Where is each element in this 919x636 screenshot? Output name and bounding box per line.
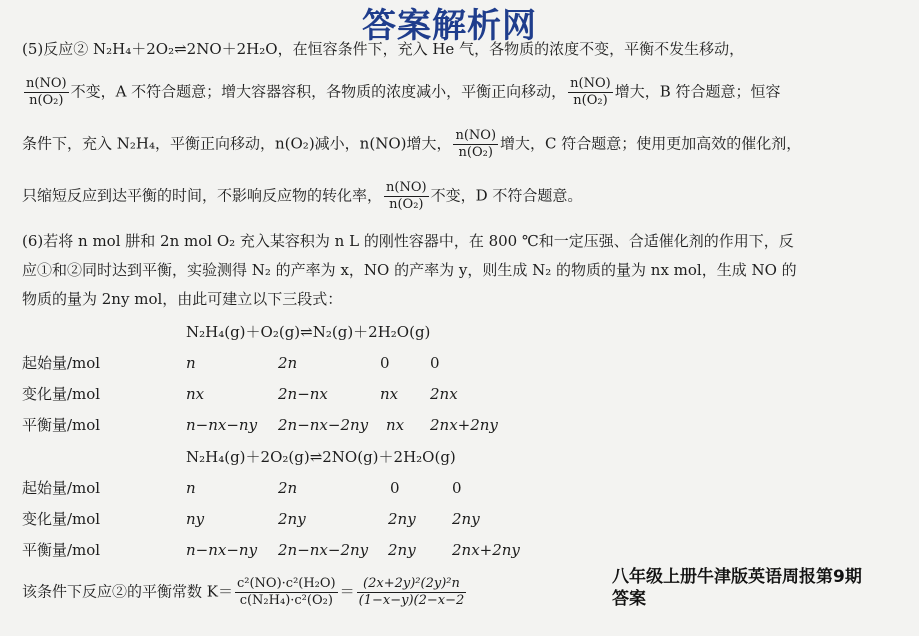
table1-row-equilibrium-label: 平衡量/mol xyxy=(22,416,101,434)
table1-cell: 2n−nx xyxy=(278,385,328,403)
table2-cell: ny xyxy=(186,510,205,528)
table1-cell: n−nx−ny xyxy=(186,416,258,434)
para5-line1: (5)反应② N₂H₄＋2O₂⇌2NO＋2H₂O，在恒容条件下，充入 He 气，各物质的浓度不变，平衡不发生移动， xyxy=(22,40,745,58)
para6-line3: 物质的量为 2ny mol，由此可建立以下三段式： xyxy=(22,290,343,308)
fraction-no-o2: $\frac{n(NO)}{\text{n(O₂)}}$ xyxy=(26,76,67,108)
table1-cell: 2nx+2ny xyxy=(430,416,498,434)
fraction-no-o2: $\frac{n(NO)}{\text{n(O₂)}}$ xyxy=(386,180,427,212)
fraction-expression: $\frac{\text{(2x+2y)²(2y)²n}}{(1-x-y)(2-x-2}$ xyxy=(358,576,465,608)
table2-cell: 2n−nx−2ny xyxy=(278,541,369,559)
table2-cell: 2nx+2ny xyxy=(452,541,520,559)
table2-cell: 2ny xyxy=(388,510,416,528)
table1-row-start-label: 起始量/mol xyxy=(22,354,101,372)
table1-cell: nx xyxy=(380,385,399,403)
table2-cell: 2ny xyxy=(388,541,416,559)
para5-line3: 条件下，充入 N₂H₄，平衡正向移动，n(O₂)减小，n(NO)增大， $\frac{n(NO)}{\text{n(O₂)}}$ 增大，C 符合题意；使用更加高效的催化剂， xyxy=(22,128,802,160)
table2-cell: n xyxy=(186,479,196,497)
watermark-logo: 答案解析网 xyxy=(362,6,537,46)
footer-caption-line2: 答案 xyxy=(612,589,646,609)
table1-cell: nx xyxy=(186,385,205,403)
para6-line1: (6)若将 n mol 肼和 2n mol O₂ 充入某容积为 n L 的刚性容器中，在 800 ℃和一定压强、合适催化剂的作用下，反 xyxy=(22,232,794,250)
table2-row-change-label: 变化量/mol xyxy=(22,510,101,528)
table2-cell: 2ny xyxy=(452,510,480,528)
para5-line2: $\frac{n(NO)}{\text{n(O₂)}}$ 不变，A 不符合题意；增大容器容积，各物质的浓度减小，平衡正向移动， $\frac{n(NO)}{\text{n(O₂)}}$ 增大，B 符合题意；恒容 xyxy=(26,76,781,108)
table2-cell: 0 xyxy=(452,479,462,497)
table2-cell: 0 xyxy=(390,479,400,497)
table2-cell: 2ny xyxy=(278,510,306,528)
table1-cell: n xyxy=(186,354,196,372)
equilibrium-constant-formula: 该条件下反应②的平衡常数 K＝ $\frac{\text{c²(NO)·c²(H₂O)}}{\text{c(N₂H₄)·c²(O₂)}}$ ＝ $\frac{\text{(2x+2y)²(2y)²n}}{(1-x-y)(2-x-2}$ xyxy=(22,576,465,608)
para5-line4: 只缩短反应到达平衡的时间，不影响反应物的转化率， $\frac{n(NO)}{\text{n(O₂)}}$ 不变，D 不符合题意。 xyxy=(22,180,583,212)
footer-caption xyxy=(612,566,912,610)
table1-cell: nx xyxy=(386,416,405,434)
fraction-no-o2: $\frac{n(NO)}{\text{n(O₂)}}$ xyxy=(455,128,497,160)
table1-cell: 2n−nx−2ny xyxy=(278,416,369,434)
table1-cell: 2n xyxy=(278,354,298,372)
table2-row-equilibrium-label: 平衡量/mol xyxy=(22,541,101,559)
table2-cell: 2n xyxy=(278,479,298,497)
table1-row-change-label: 变化量/mol xyxy=(22,385,101,403)
table1-cell: 0 xyxy=(430,354,440,372)
footer-caption-line1: 八年级上册牛津版英语周报第9期 xyxy=(612,567,862,587)
fraction-concentration: $\frac{\text{c²(NO)·c²(H₂O)}}{\text{c(N₂H₄)·c²(O₂)}}$ xyxy=(236,576,336,608)
table1-cell: 2nx xyxy=(430,385,458,403)
para6-line2: 应①和②同时达到平衡，实验测得 N₂ 的产率为 x，NO 的产率为 y，则生成 N₂ 的物质的量为 nx mol，生成 NO 的 xyxy=(22,261,797,279)
table2-row-start-label: 起始量/mol xyxy=(22,479,101,497)
fraction-no-o2: $\frac{n(NO)}{\text{n(O₂)}}$ xyxy=(570,76,611,108)
reaction1-equation: N₂H₄(g)＋O₂(g)⇌N₂(g)＋2H₂O(g) xyxy=(186,323,431,341)
reaction2-equation: N₂H₄(g)＋2O₂(g)⇌2NO(g)＋2H₂O(g) xyxy=(186,448,456,466)
table2-cell: n−nx−ny xyxy=(186,541,258,559)
table1-cell: 0 xyxy=(380,354,390,372)
